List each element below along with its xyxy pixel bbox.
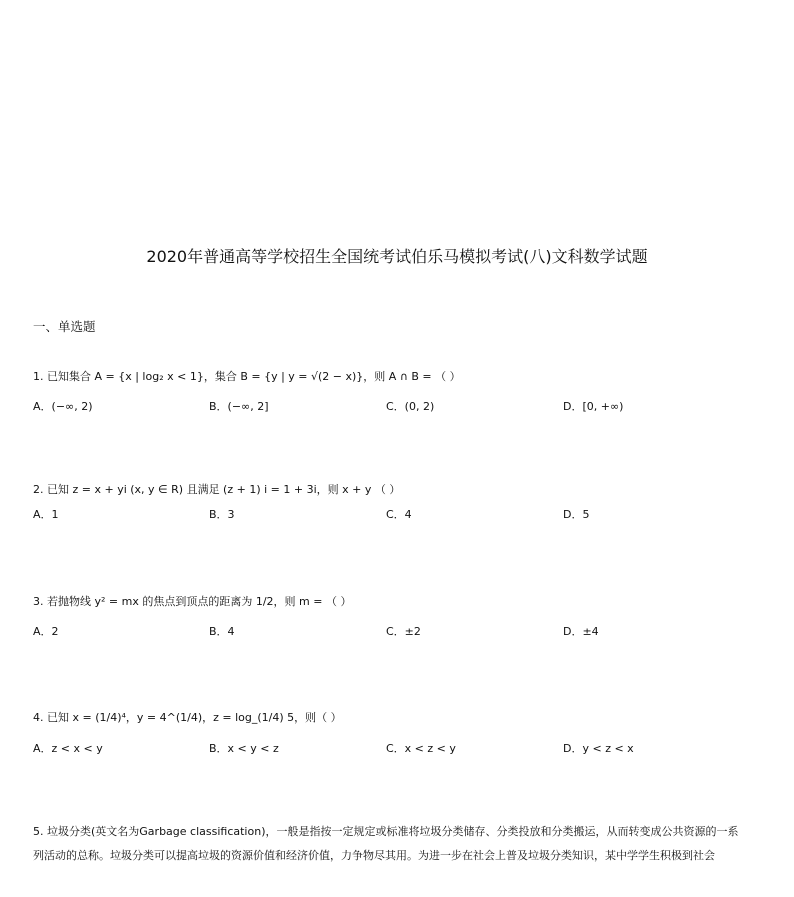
- question-3-option-a[interactable]: A．2: [33, 625, 59, 638]
- question-5-line-1: 5. 垃圾分类(英文名为Garbage classification)，一般是指按一定规定或标准将垃圾分类储存、分类投放和分类搬运，从而转变成公共资源的一系: [33, 825, 739, 838]
- question-4-option-a[interactable]: A．z < x < y: [33, 742, 103, 755]
- question-2-option-a[interactable]: A．1: [33, 508, 59, 521]
- question-1-option-d[interactable]: D．[0, +∞): [563, 400, 624, 413]
- question-4-stem: 4. 已知 x = (1/4)⁴，y = 4^(1/4)，z = log_(1/4) 5，则（ ）: [33, 711, 342, 724]
- question-3-option-d[interactable]: D．±4: [563, 625, 599, 638]
- question-1-option-c[interactable]: C．(0, 2): [386, 400, 435, 413]
- question-2-option-d[interactable]: D．5: [563, 508, 590, 521]
- question-3-option-b[interactable]: B．4: [209, 625, 235, 638]
- section-heading: 一、单选题: [33, 319, 96, 334]
- question-2-option-b[interactable]: B．3: [209, 508, 235, 521]
- question-1-option-a[interactable]: A．(−∞, 2): [33, 400, 93, 413]
- question-3-stem: 3. 若抛物线 y² = mx 的焦点到顶点的距离为 1/2，则 m = （ ）: [33, 595, 352, 608]
- page-title: 2020年普通高等学校招生全国统考试伯乐马模拟考试(八)文科数学试题: [146, 247, 648, 266]
- question-5-line-2: 列活动的总称。垃圾分类可以提高垃圾的资源价值和经济价值，力争物尽其用。为进一步在社会上普及垃圾分类知识，某中学学生积极到社会: [33, 849, 715, 862]
- question-3-option-c[interactable]: C．±2: [386, 625, 421, 638]
- question-1-option-b[interactable]: B．(−∞, 2]: [209, 400, 269, 413]
- question-4-option-b[interactable]: B．x < y < z: [209, 742, 279, 755]
- question-2-option-c[interactable]: C．4: [386, 508, 412, 521]
- question-4-option-c[interactable]: C．x < z < y: [386, 742, 456, 755]
- question-1-stem: 1. 已知集合 A = {x | log₂ x < 1}，集合 B = {y | y = √(2 − x)}，则 A ∩ B = （ ）: [33, 370, 461, 383]
- question-2-stem: 2. 已知 z = x + yi (x, y ∈ R) 且满足 (z + 1) i = 1 + 3i，则 x + y （ ）: [33, 483, 401, 496]
- question-4-option-d[interactable]: D．y < z < x: [563, 742, 634, 755]
- question-5-paragraph: [33, 820, 768, 868]
